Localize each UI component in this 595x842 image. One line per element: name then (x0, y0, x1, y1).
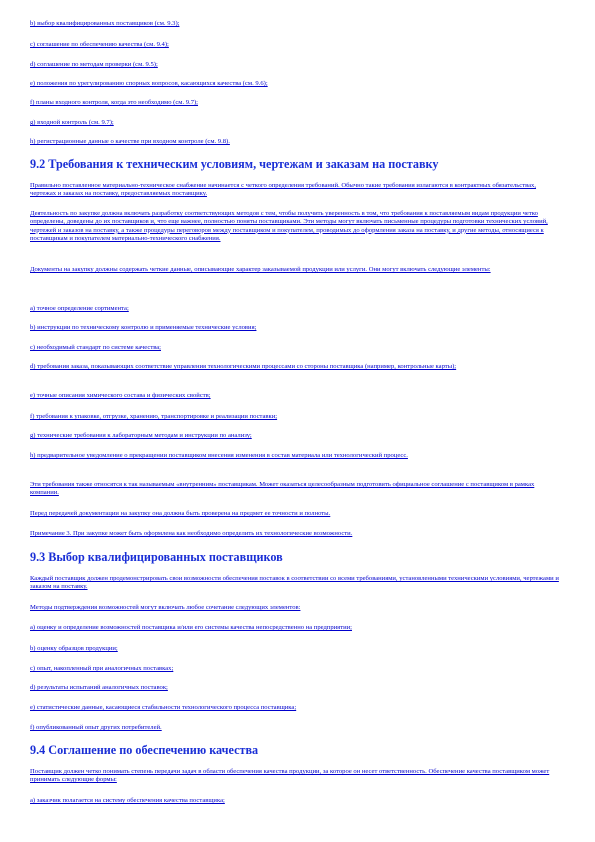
list-item[interactable]: b) оценку образцов продукции; (30, 645, 118, 652)
list-item[interactable]: b) инструкции по техническому контролю и применяемые технические условия; (30, 324, 257, 331)
list-item[interactable]: h) регистрационные данные о качестве при входном контроле (см. 9.8). (30, 138, 230, 145)
list-item[interactable]: g) входной контроль (см. 9.7); (30, 119, 114, 126)
list-item[interactable]: f) планы входного контроля, когда это необходимо (см. 9.7); (30, 99, 199, 106)
list-item[interactable]: e) статистические данные, касающиеся стабильности технологического процесса поставщика; (30, 704, 297, 711)
note[interactable]: Примечание 3. При закупке может быть оформлена как необходимо определить их технологические возможности. (30, 530, 353, 537)
list-item[interactable]: c) опыт, накопленный при аналогичных поставках; (30, 665, 174, 672)
list-item[interactable]: c) необходимый стандарт по системе качества; (30, 344, 161, 351)
paragraph[interactable]: Перед передачей документации на закупку она должна быть проверена на предмет ее точности и полноты. (30, 510, 331, 517)
list-item[interactable]: d) требования заказа, показывающих соответствие управления технологическими процессами со стороны поставщика (например, контрольные карты); (30, 363, 457, 370)
paragraph[interactable]: Правильно поставленное материально-техническое снабжение начинается с четкого определения требований. Обычно такие требования излагаются в контрактных обязательствах, чертежах и заказах на поставку, предоставляемых поставщику. (30, 182, 537, 198)
list-item[interactable]: f) требования к упаковке, отгрузке, хранению, транспортировке и реализации поставки; (30, 413, 278, 420)
section-heading-9-4: 9.4 Соглашение по обеспечению качества (30, 743, 259, 757)
paragraph[interactable]: Эти требования также относятся к так называемым «внутренним» поставщикам. Может оказаться целесообразным подготовить официальное соглашение с поставщиком в рамках компании. (30, 481, 535, 497)
paragraph[interactable]: Документы на закупку должны содержать четкие данные, описывающие характер заказываемой продукции или услуги. Они могут включать следующие элементы: (30, 266, 491, 273)
list-item[interactable]: a) оценку и определение возможностей поставщика и/или его системы качества непосредственно на предприятии; (30, 624, 352, 631)
list-item[interactable]: b) выбор квалифицированных поставщиков (см. 9.3); (30, 20, 180, 27)
list-item[interactable]: d) соглашение по методам проверки (см. 9.5); (30, 61, 158, 68)
list-item[interactable]: h) предварительное уведомление о прекращении поставщиком внесения изменения в состав материала или технологический процесс. (30, 452, 408, 459)
list-item[interactable]: a) заказчик полагается на систему обеспечения качества поставщика; (30, 797, 225, 804)
paragraph[interactable]: Методы подтверждения возможностей могут включать любое сочетание следующих элементов: (30, 604, 301, 611)
list-item[interactable]: e) положения по урегулированию спорных вопросов, касающихся качества (см. 9.6); (30, 80, 268, 87)
list-item[interactable]: e) точные описания химического состава и физических свойств; (30, 392, 211, 399)
list-item[interactable]: d) результаты испытаний аналогичных поставок; (30, 684, 168, 691)
section-heading-9-3: 9.3 Выбор квалифицированных поставщиков (30, 550, 283, 564)
list-item[interactable]: c) соглашение по обеспечению качества (см. 9.4); (30, 41, 169, 48)
section-heading-9-2: 9.2 Требования к техническим условиям, чертежам и заказам на поставку (30, 157, 439, 171)
list-item[interactable]: g) технические требования к лабораторным методам и инструкции по анализу; (30, 432, 252, 439)
paragraph[interactable]: Деятельность по закупке должна включать разработку соответствующих методов с тем, чтобы получить уверенность в том, что требования к поставляемым видам продукции четко определены, доведены до их поставщиков и, что еще важнее, полностью поняты поставщиками. Эти методы могут включать письменные процедуры подготовки технических условий, чертежей и заказов на поставку, а также процедуры переговоров между поставщиком и покупателем, проводимых до оформления заказа на поставку, и другие методы, относящиеся к поставщикам и покупателем материально-технического снабжения. (30, 210, 548, 243)
paragraph[interactable]: Поставщик должен четко понимать степень передачи задач в области обеспечения качества продукции, за которое он несет ответственность. Обеспечение качества поставщиком может принимать следующие формы: (30, 768, 550, 784)
list-item[interactable]: a) точное определение сортимента; (30, 305, 129, 312)
list-item[interactable]: f) опубликованный опыт других потребителей. (30, 724, 162, 731)
paragraph[interactable]: Каждый поставщик должен продемонстрировать свои возможности обеспечения поставок в соответствии со всеми требованиями, установленными техническими условиями, чертежами и заказом на поставку. (30, 575, 559, 591)
